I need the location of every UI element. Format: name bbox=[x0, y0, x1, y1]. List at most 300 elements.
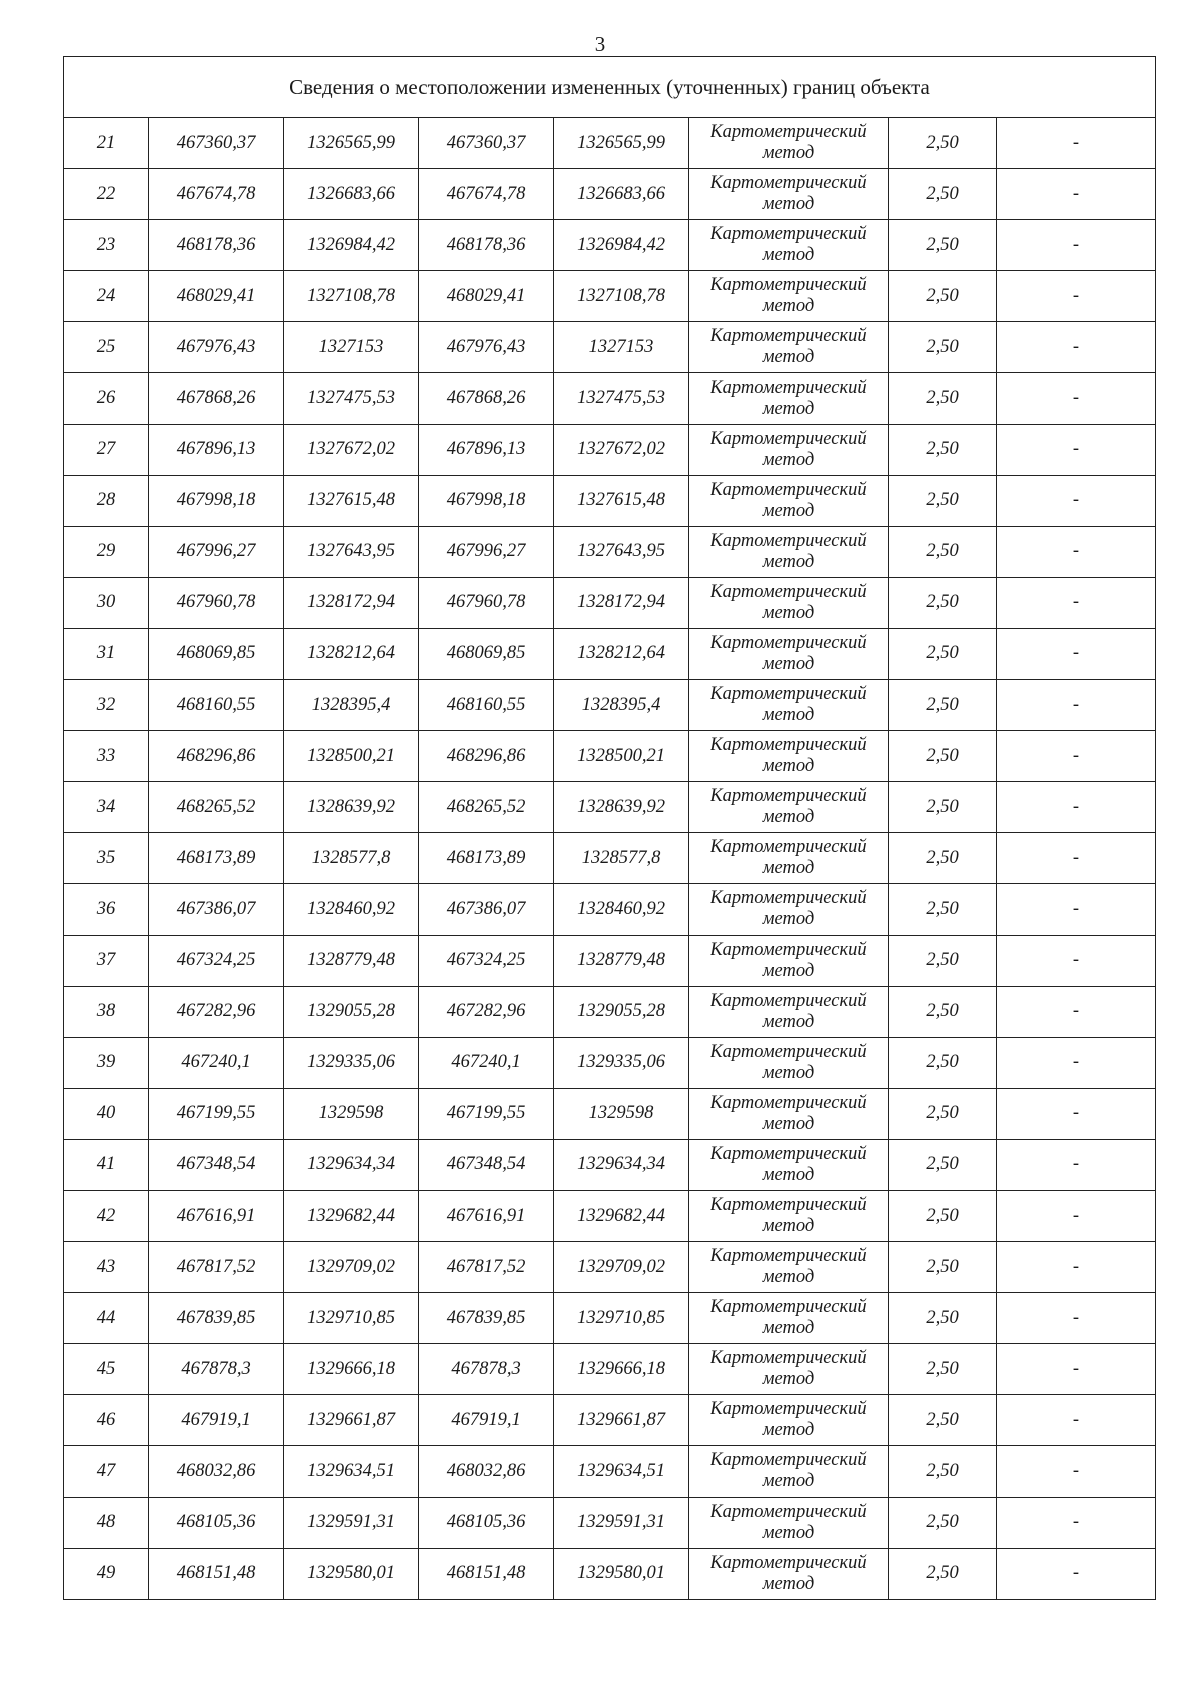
table-row bbox=[64, 1497, 1156, 1548]
x-existing: 467960,78 bbox=[149, 577, 284, 628]
y-refined: 1328395,4 bbox=[554, 680, 689, 731]
y-existing: 1329682,44 bbox=[284, 1190, 419, 1241]
method-line-2: метод bbox=[762, 1420, 815, 1441]
y-existing: 1327643,95 bbox=[284, 526, 419, 577]
x-refined: 468029,41 bbox=[419, 271, 554, 322]
y-existing: 1328577,8 bbox=[284, 833, 419, 884]
y-existing: 1329666,18 bbox=[284, 1344, 419, 1395]
x-existing: 467868,26 bbox=[149, 373, 284, 424]
method bbox=[689, 475, 889, 526]
x-existing: 468151,48 bbox=[149, 1548, 284, 1599]
method-line-2: метод bbox=[762, 1471, 815, 1492]
note: - bbox=[997, 220, 1156, 271]
x-refined: 467616,91 bbox=[419, 1190, 554, 1241]
method-line-2: метод bbox=[762, 347, 815, 368]
method-line-1: Картометрический bbox=[710, 837, 867, 858]
y-existing: 1328395,4 bbox=[284, 680, 419, 731]
x-refined: 467976,43 bbox=[419, 322, 554, 373]
y-refined: 1329682,44 bbox=[554, 1190, 689, 1241]
note: - bbox=[997, 1293, 1156, 1344]
method bbox=[689, 1088, 889, 1139]
x-refined: 467868,26 bbox=[419, 373, 554, 424]
y-existing: 1327153 bbox=[284, 322, 419, 373]
method-line-2: метод bbox=[762, 1062, 815, 1083]
note: - bbox=[997, 424, 1156, 475]
method bbox=[689, 577, 889, 628]
table-row bbox=[64, 220, 1156, 271]
method-line-2: метод bbox=[762, 1164, 815, 1185]
x-existing: 467240,1 bbox=[149, 1037, 284, 1088]
method bbox=[689, 220, 889, 271]
point-number: 24 bbox=[64, 271, 149, 322]
table-row bbox=[64, 169, 1156, 220]
point-number: 31 bbox=[64, 628, 149, 679]
x-existing: 467896,13 bbox=[149, 424, 284, 475]
note: - bbox=[997, 322, 1156, 373]
x-existing: 467348,54 bbox=[149, 1139, 284, 1190]
x-existing: 467919,1 bbox=[149, 1395, 284, 1446]
y-refined: 1329591,31 bbox=[554, 1497, 689, 1548]
y-existing: 1329634,34 bbox=[284, 1139, 419, 1190]
point-number: 35 bbox=[64, 833, 149, 884]
note: - bbox=[997, 526, 1156, 577]
method-line-1: Картометрический bbox=[710, 1195, 867, 1216]
y-existing: 1329598 bbox=[284, 1088, 419, 1139]
y-refined: 1327108,78 bbox=[554, 271, 689, 322]
table-row bbox=[64, 935, 1156, 986]
y-existing: 1326984,42 bbox=[284, 220, 419, 271]
method-line-2: метод bbox=[762, 1369, 815, 1390]
x-refined: 467878,3 bbox=[419, 1344, 554, 1395]
note: - bbox=[997, 833, 1156, 884]
y-refined: 1329709,02 bbox=[554, 1242, 689, 1293]
table-row bbox=[64, 680, 1156, 731]
point-number: 47 bbox=[64, 1446, 149, 1497]
x-existing: 468032,86 bbox=[149, 1446, 284, 1497]
coordinates-table bbox=[63, 56, 1156, 1600]
y-existing: 1327475,53 bbox=[284, 373, 419, 424]
accuracy: 2,50 bbox=[889, 782, 997, 833]
y-existing: 1329591,31 bbox=[284, 1497, 419, 1548]
x-refined: 468069,85 bbox=[419, 628, 554, 679]
table-title-row bbox=[64, 57, 1156, 118]
accuracy: 2,50 bbox=[889, 986, 997, 1037]
method bbox=[689, 731, 889, 782]
x-refined: 467839,85 bbox=[419, 1293, 554, 1344]
accuracy: 2,50 bbox=[889, 1037, 997, 1088]
x-existing: 468160,55 bbox=[149, 680, 284, 731]
method-line-1: Картометрический bbox=[710, 1246, 867, 1267]
table-row bbox=[64, 1548, 1156, 1599]
table-row bbox=[64, 731, 1156, 782]
method-line-1: Картометрический bbox=[710, 428, 867, 449]
x-existing: 467360,37 bbox=[149, 118, 284, 169]
x-existing: 468069,85 bbox=[149, 628, 284, 679]
accuracy: 2,50 bbox=[889, 322, 997, 373]
method bbox=[689, 1037, 889, 1088]
table-row bbox=[64, 577, 1156, 628]
y-refined: 1329661,87 bbox=[554, 1395, 689, 1446]
table-row bbox=[64, 1037, 1156, 1088]
x-existing: 468105,36 bbox=[149, 1497, 284, 1548]
method bbox=[689, 935, 889, 986]
method-line-1: Картометрический bbox=[710, 1092, 867, 1113]
x-existing: 467324,25 bbox=[149, 935, 284, 986]
accuracy: 2,50 bbox=[889, 1344, 997, 1395]
note: - bbox=[997, 1395, 1156, 1446]
method-line-2: метод bbox=[762, 1318, 815, 1339]
accuracy: 2,50 bbox=[889, 271, 997, 322]
x-refined: 467282,96 bbox=[419, 986, 554, 1037]
note: - bbox=[997, 628, 1156, 679]
method-line-2: метод bbox=[762, 1216, 815, 1237]
page-number: 3 bbox=[594, 32, 606, 56]
point-number: 40 bbox=[64, 1088, 149, 1139]
y-refined: 1327643,95 bbox=[554, 526, 689, 577]
point-number: 32 bbox=[64, 680, 149, 731]
table-row bbox=[64, 1242, 1156, 1293]
method-line-2: метод bbox=[762, 1573, 815, 1594]
y-refined: 1329710,85 bbox=[554, 1293, 689, 1344]
method-line-1: Картометрический bbox=[710, 684, 867, 705]
point-number: 29 bbox=[64, 526, 149, 577]
method bbox=[689, 271, 889, 322]
point-number: 38 bbox=[64, 986, 149, 1037]
accuracy: 2,50 bbox=[889, 118, 997, 169]
y-existing: 1327615,48 bbox=[284, 475, 419, 526]
table-row bbox=[64, 526, 1156, 577]
y-existing: 1328639,92 bbox=[284, 782, 419, 833]
method-line-1: Картометрический bbox=[710, 224, 867, 245]
x-refined: 468265,52 bbox=[419, 782, 554, 833]
method-line-2: метод bbox=[762, 398, 815, 419]
y-existing: 1326683,66 bbox=[284, 169, 419, 220]
method bbox=[689, 169, 889, 220]
note: - bbox=[997, 782, 1156, 833]
point-number: 28 bbox=[64, 475, 149, 526]
method-line-2: метод bbox=[762, 143, 815, 164]
accuracy: 2,50 bbox=[889, 220, 997, 271]
point-number: 26 bbox=[64, 373, 149, 424]
point-number: 22 bbox=[64, 169, 149, 220]
method-line-2: метод bbox=[762, 807, 815, 828]
method-line-1: Картометрический bbox=[710, 1041, 867, 1062]
method-line-2: метод bbox=[762, 1113, 815, 1134]
x-existing: 467386,07 bbox=[149, 884, 284, 935]
y-refined: 1329580,01 bbox=[554, 1548, 689, 1599]
method-line-1: Картометрический bbox=[710, 530, 867, 551]
x-existing: 467817,52 bbox=[149, 1242, 284, 1293]
y-refined: 1328172,94 bbox=[554, 577, 689, 628]
point-number: 37 bbox=[64, 935, 149, 986]
table-row bbox=[64, 884, 1156, 935]
table-row bbox=[64, 1088, 1156, 1139]
x-refined: 468173,89 bbox=[419, 833, 554, 884]
note: - bbox=[997, 1088, 1156, 1139]
accuracy: 2,50 bbox=[889, 731, 997, 782]
method-line-2: метод bbox=[762, 296, 815, 317]
table-row bbox=[64, 475, 1156, 526]
accuracy: 2,50 bbox=[889, 577, 997, 628]
y-existing: 1327108,78 bbox=[284, 271, 419, 322]
x-refined: 467674,78 bbox=[419, 169, 554, 220]
x-existing: 467976,43 bbox=[149, 322, 284, 373]
note: - bbox=[997, 1242, 1156, 1293]
x-refined: 468032,86 bbox=[419, 1446, 554, 1497]
x-existing: 467616,91 bbox=[149, 1190, 284, 1241]
note: - bbox=[997, 1548, 1156, 1599]
method-line-1: Картометрический bbox=[710, 990, 867, 1011]
y-existing: 1328460,92 bbox=[284, 884, 419, 935]
y-existing: 1327672,02 bbox=[284, 424, 419, 475]
x-refined: 467996,27 bbox=[419, 526, 554, 577]
point-number: 25 bbox=[64, 322, 149, 373]
method bbox=[689, 1497, 889, 1548]
note: - bbox=[997, 1190, 1156, 1241]
method-line-2: метод bbox=[762, 194, 815, 215]
method-line-2: метод bbox=[762, 960, 815, 981]
note: - bbox=[997, 271, 1156, 322]
x-existing: 467839,85 bbox=[149, 1293, 284, 1344]
x-refined: 468151,48 bbox=[419, 1548, 554, 1599]
method bbox=[689, 884, 889, 935]
y-refined: 1329598 bbox=[554, 1088, 689, 1139]
y-refined: 1327153 bbox=[554, 322, 689, 373]
x-existing: 468173,89 bbox=[149, 833, 284, 884]
y-existing: 1329580,01 bbox=[284, 1548, 419, 1599]
table-row bbox=[64, 1344, 1156, 1395]
table-row bbox=[64, 1139, 1156, 1190]
accuracy: 2,50 bbox=[889, 1548, 997, 1599]
point-number: 27 bbox=[64, 424, 149, 475]
y-existing: 1329055,28 bbox=[284, 986, 419, 1037]
method bbox=[689, 526, 889, 577]
y-existing: 1328500,21 bbox=[284, 731, 419, 782]
method-line-1: Картометрический bbox=[710, 1552, 867, 1573]
accuracy: 2,50 bbox=[889, 169, 997, 220]
accuracy: 2,50 bbox=[889, 475, 997, 526]
x-existing: 468296,86 bbox=[149, 731, 284, 782]
y-refined: 1329634,34 bbox=[554, 1139, 689, 1190]
y-refined: 1329335,06 bbox=[554, 1037, 689, 1088]
x-refined: 467360,37 bbox=[419, 118, 554, 169]
point-number: 33 bbox=[64, 731, 149, 782]
y-refined: 1327475,53 bbox=[554, 373, 689, 424]
x-refined: 467998,18 bbox=[419, 475, 554, 526]
point-number: 21 bbox=[64, 118, 149, 169]
x-refined: 468105,36 bbox=[419, 1497, 554, 1548]
y-refined: 1328500,21 bbox=[554, 731, 689, 782]
method-line-2: метод bbox=[762, 1522, 815, 1543]
table-row bbox=[64, 118, 1156, 169]
point-number: 41 bbox=[64, 1139, 149, 1190]
x-existing: 468029,41 bbox=[149, 271, 284, 322]
method-line-1: Картометрический bbox=[710, 1297, 867, 1318]
x-refined: 467240,1 bbox=[419, 1037, 554, 1088]
point-number: 44 bbox=[64, 1293, 149, 1344]
method bbox=[689, 986, 889, 1037]
method-line-2: метод bbox=[762, 705, 815, 726]
accuracy: 2,50 bbox=[889, 373, 997, 424]
point-number: 39 bbox=[64, 1037, 149, 1088]
accuracy: 2,50 bbox=[889, 935, 997, 986]
point-number: 34 bbox=[64, 782, 149, 833]
x-refined: 468178,36 bbox=[419, 220, 554, 271]
method-line-1: Картометрический bbox=[710, 581, 867, 602]
y-refined: 1328639,92 bbox=[554, 782, 689, 833]
note: - bbox=[997, 935, 1156, 986]
table-row bbox=[64, 1395, 1156, 1446]
y-refined: 1328577,8 bbox=[554, 833, 689, 884]
note: - bbox=[997, 373, 1156, 424]
x-refined: 467896,13 bbox=[419, 424, 554, 475]
note: - bbox=[997, 731, 1156, 782]
y-refined: 1329055,28 bbox=[554, 986, 689, 1037]
point-number: 23 bbox=[64, 220, 149, 271]
method-line-1: Картометрический bbox=[710, 173, 867, 194]
method-line-2: метод bbox=[762, 756, 815, 777]
y-existing: 1329335,06 bbox=[284, 1037, 419, 1088]
method-line-1: Картометрический bbox=[710, 326, 867, 347]
note: - bbox=[997, 577, 1156, 628]
table-row bbox=[64, 1293, 1156, 1344]
method bbox=[689, 833, 889, 884]
method-line-1: Картометрический bbox=[710, 786, 867, 807]
point-number: 48 bbox=[64, 1497, 149, 1548]
accuracy: 2,50 bbox=[889, 884, 997, 935]
method bbox=[689, 322, 889, 373]
y-existing: 1328779,48 bbox=[284, 935, 419, 986]
method bbox=[689, 1139, 889, 1190]
method-line-1: Картометрический bbox=[710, 1143, 867, 1164]
y-existing: 1329709,02 bbox=[284, 1242, 419, 1293]
y-refined: 1326565,99 bbox=[554, 118, 689, 169]
y-existing: 1328172,94 bbox=[284, 577, 419, 628]
point-number: 36 bbox=[64, 884, 149, 935]
y-refined: 1326984,42 bbox=[554, 220, 689, 271]
note: - bbox=[997, 475, 1156, 526]
y-refined: 1327672,02 bbox=[554, 424, 689, 475]
method-line-1: Картометрический bbox=[710, 939, 867, 960]
note: - bbox=[997, 1037, 1156, 1088]
x-refined: 467817,52 bbox=[419, 1242, 554, 1293]
accuracy: 2,50 bbox=[889, 424, 997, 475]
y-refined: 1328779,48 bbox=[554, 935, 689, 986]
x-refined: 467960,78 bbox=[419, 577, 554, 628]
method bbox=[689, 1344, 889, 1395]
table-row bbox=[64, 1190, 1156, 1241]
x-refined: 467348,54 bbox=[419, 1139, 554, 1190]
point-number: 30 bbox=[64, 577, 149, 628]
accuracy: 2,50 bbox=[889, 1088, 997, 1139]
method-line-1: Картометрический bbox=[710, 1450, 867, 1471]
method-line-1: Картометрический bbox=[710, 122, 867, 143]
note: - bbox=[997, 680, 1156, 731]
x-existing: 467282,96 bbox=[149, 986, 284, 1037]
note: - bbox=[997, 986, 1156, 1037]
method-line-2: метод bbox=[762, 653, 815, 674]
method-line-1: Картометрический bbox=[710, 735, 867, 756]
method-line-1: Картометрический bbox=[710, 1348, 867, 1369]
table-row bbox=[64, 1446, 1156, 1497]
y-existing: 1329710,85 bbox=[284, 1293, 419, 1344]
point-number: 49 bbox=[64, 1548, 149, 1599]
note: - bbox=[997, 1139, 1156, 1190]
accuracy: 2,50 bbox=[889, 1242, 997, 1293]
point-number: 42 bbox=[64, 1190, 149, 1241]
x-refined: 467386,07 bbox=[419, 884, 554, 935]
method bbox=[689, 1293, 889, 1344]
method-line-2: метод bbox=[762, 1267, 815, 1288]
table-row bbox=[64, 782, 1156, 833]
method-line-1: Картометрический bbox=[710, 479, 867, 500]
y-existing: 1329634,51 bbox=[284, 1446, 419, 1497]
method bbox=[689, 1242, 889, 1293]
table-row bbox=[64, 833, 1156, 884]
note: - bbox=[997, 1344, 1156, 1395]
x-existing: 467998,18 bbox=[149, 475, 284, 526]
method-line-1: Картометрический bbox=[710, 377, 867, 398]
y-existing: 1326565,99 bbox=[284, 118, 419, 169]
x-existing: 467674,78 bbox=[149, 169, 284, 220]
y-existing: 1328212,64 bbox=[284, 628, 419, 679]
y-existing: 1329661,87 bbox=[284, 1395, 419, 1446]
accuracy: 2,50 bbox=[889, 1395, 997, 1446]
x-refined: 467199,55 bbox=[419, 1088, 554, 1139]
method bbox=[689, 782, 889, 833]
accuracy: 2,50 bbox=[889, 526, 997, 577]
method bbox=[689, 1548, 889, 1599]
y-refined: 1327615,48 bbox=[554, 475, 689, 526]
method-line-2: метод bbox=[762, 500, 815, 521]
x-refined: 468160,55 bbox=[419, 680, 554, 731]
y-refined: 1326683,66 bbox=[554, 169, 689, 220]
method-line-2: метод bbox=[762, 1011, 815, 1032]
y-refined: 1328460,92 bbox=[554, 884, 689, 935]
method bbox=[689, 118, 889, 169]
x-existing: 467878,3 bbox=[149, 1344, 284, 1395]
table-row bbox=[64, 424, 1156, 475]
method-line-2: метод bbox=[762, 551, 815, 572]
y-refined: 1328212,64 bbox=[554, 628, 689, 679]
method bbox=[689, 1446, 889, 1497]
y-refined: 1329666,18 bbox=[554, 1344, 689, 1395]
method bbox=[689, 373, 889, 424]
x-refined: 467919,1 bbox=[419, 1395, 554, 1446]
note: - bbox=[997, 1497, 1156, 1548]
accuracy: 2,50 bbox=[889, 1190, 997, 1241]
x-existing: 467996,27 bbox=[149, 526, 284, 577]
method bbox=[689, 628, 889, 679]
x-existing: 468265,52 bbox=[149, 782, 284, 833]
method bbox=[689, 424, 889, 475]
accuracy: 2,50 bbox=[889, 1497, 997, 1548]
x-refined: 468296,86 bbox=[419, 731, 554, 782]
note: - bbox=[997, 884, 1156, 935]
point-number: 45 bbox=[64, 1344, 149, 1395]
accuracy: 2,50 bbox=[889, 628, 997, 679]
accuracy: 2,50 bbox=[889, 1446, 997, 1497]
accuracy: 2,50 bbox=[889, 1139, 997, 1190]
method-line-2: метод bbox=[762, 449, 815, 470]
method-line-2: метод bbox=[762, 909, 815, 930]
method-line-2: метод bbox=[762, 858, 815, 879]
method bbox=[689, 1190, 889, 1241]
x-refined: 467324,25 bbox=[419, 935, 554, 986]
method-line-2: метод bbox=[762, 602, 815, 623]
method-line-1: Картометрический bbox=[710, 632, 867, 653]
note: - bbox=[997, 118, 1156, 169]
